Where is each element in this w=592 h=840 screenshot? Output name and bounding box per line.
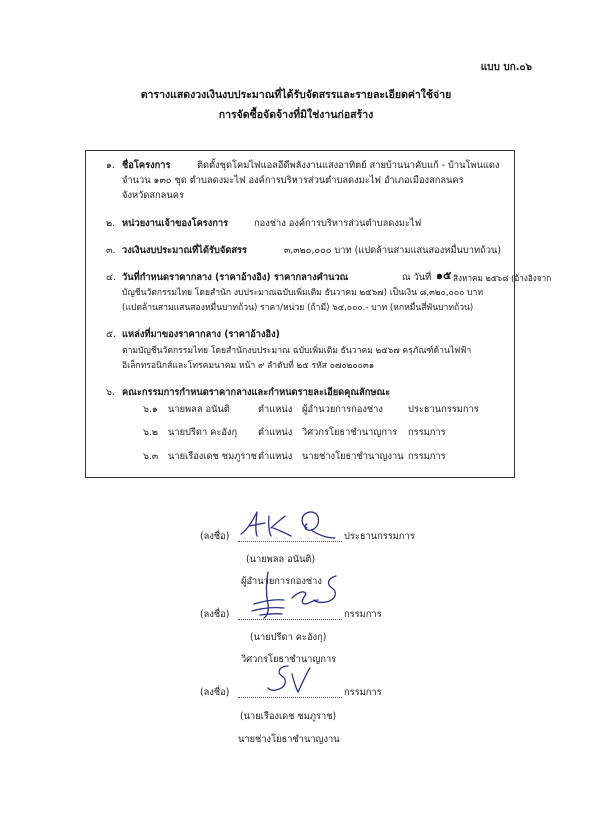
item-text: อิเล็กทรอนิกส์และโทรคมนาคม หน้า ๙ ลำดับที่ ๒๕ รหัส ๐๗๐๒๐๐๓๑ xyxy=(122,361,375,371)
committee-number: ๖.๑ xyxy=(143,404,158,415)
committee-position: นายช่างโยธาชำนาญงาน xyxy=(302,451,404,462)
committee-role: กรรมการ xyxy=(408,451,446,462)
item-text: กองช่าง องค์การบริหารส่วนตำบลดงมะไฟ xyxy=(254,218,422,229)
sign-label: (ลงชื่อ) xyxy=(200,531,230,542)
item-text: สิงหาคม ๒๕๖๘ (อ้างอิงจาก xyxy=(453,273,552,283)
signer-name: (นายเรืองเดช ชมภูราช) xyxy=(240,711,337,722)
committee-position-label: ตำแหน่ง xyxy=(258,404,293,415)
signature-1-image xyxy=(235,506,355,546)
committee-number: ๖.๓ xyxy=(143,451,159,462)
sign-role: กรรมการ xyxy=(344,609,382,620)
item-text: ณ วันที่ xyxy=(402,272,432,283)
item-label: ชื่อโครงการ xyxy=(122,160,171,171)
sign-role: กรรมการ xyxy=(344,687,382,698)
committee-name: นายปรีดา คะอังกุ xyxy=(168,427,238,438)
committee-position: ผู้อำนวยการกองช่าง xyxy=(302,404,383,415)
committee-name: นายเรืองเดช ชมภูราช xyxy=(168,451,257,462)
committee-name: นายพลล อนันติ xyxy=(168,404,230,415)
item-number: ๖. xyxy=(106,387,115,398)
item-text: จังหวัดสกลนคร xyxy=(122,190,184,201)
document-title: ตารางแสดงวงเงินงบประมาณที่ได้รับจัดสรรและรายละเอียดค่าใช้จ่าย xyxy=(140,89,452,101)
committee-position-label: ตำแหน่ง xyxy=(258,427,293,438)
item-label: วงเงินงบประมาณที่ได้รับจัดสรร xyxy=(122,245,248,256)
signer-name: (นายปรีดา คะอังกุ) xyxy=(250,632,327,643)
committee-position: วิศวกรโยธาชำนาญการ xyxy=(302,427,398,438)
committee-number: ๖.๒ xyxy=(143,427,158,438)
signer-name: (นายพลล อนันติ) xyxy=(246,554,316,565)
committee-position-label: ตำแหน่ง xyxy=(258,451,293,462)
signer-position: นายช่างโยธาชำนาญงาน xyxy=(238,734,340,745)
item-number: ๓. xyxy=(106,245,116,256)
signature-3-image xyxy=(262,660,322,700)
form-code: แบบ บก.๐๖ xyxy=(480,62,532,73)
item-text: บัญชีนวัตกรรมไทย โดยสำนัก งบประมาณฉบับเพิ่มเติม ธันวาคม ๒๕๖๗) เป็นเงิน ๘,๓๒๐,๐๐๐ บาท xyxy=(122,288,483,298)
item-text: ตามบัญชีนวัตกรรมไทย โดยสำนักงบประมาณ ฉบับเพิ่มเติม ธันวาคม ๒๕๖๗ ครุภัณฑ์ด้านไฟฟ้า xyxy=(122,346,472,356)
item-number: ๔. xyxy=(106,272,116,283)
item-label: คณะกรรมการกำหนดราคากลางและกำหนดรายละเอียดคุณลักษณะ xyxy=(122,387,391,398)
item-label: หน่วยงานเจ้าของโครงการ xyxy=(122,218,229,229)
document-subtitle: การจัดซื้อจัดจ้างที่มิใช่งานก่อสร้าง xyxy=(218,109,374,121)
signer-position: ผู้อำนวยการกองช่าง xyxy=(241,576,322,587)
sign-label: (ลงชื่อ) xyxy=(200,609,230,620)
item-text: จำนวน ๑๓๐ ชุด ตำบลดงมะไฟ องค์การบริหารส่วนตำบลดงมะไฟ อำเภอเมืองสกลนคร xyxy=(122,175,464,186)
item-text: (แปดล้านสามแสนสองหมื่นบาทถ้วน) ราคา/หน่วย (ถ้ามี) ๖๔,๐๐๐.- บาท (หกหมื่นสี่พันบาทถ้วน) xyxy=(122,303,474,313)
item-label: วันที่กำหนดราคากลาง (ราคาอ้างอิง) ราคากลางคำนวณ xyxy=(122,272,349,283)
item-number: ๑. xyxy=(106,160,115,171)
item-label: แหล่งที่มาของราคากลาง (ราคาอ้างอิง) xyxy=(122,329,280,340)
item-text: ติดตั้งชุดโคมไฟแอลอีดีพลังงานแสงอาทิตย์ สายบ้านนาคับแก้ - บ้านโพนแดง xyxy=(197,160,500,171)
sign-label: (ลงชื่อ) xyxy=(200,687,230,698)
signer-position: วิศวกรโยธาชำนาญการ xyxy=(241,654,337,665)
item-number: ๒. xyxy=(106,218,116,229)
committee-role: ประธานกรรมการ xyxy=(408,404,479,415)
committee-role: กรรมการ xyxy=(408,427,446,438)
signature-2-image xyxy=(240,568,355,623)
sign-role: ประธานกรรมการ xyxy=(344,531,415,542)
item-text: ๓,๓๒๐,๐๐๐ บาท (แปดล้านสามแสนสองหมื่นบาทถ้วน) xyxy=(284,245,501,256)
item-number: ๕. xyxy=(106,329,116,340)
day-value: ๑๕ xyxy=(436,269,452,282)
